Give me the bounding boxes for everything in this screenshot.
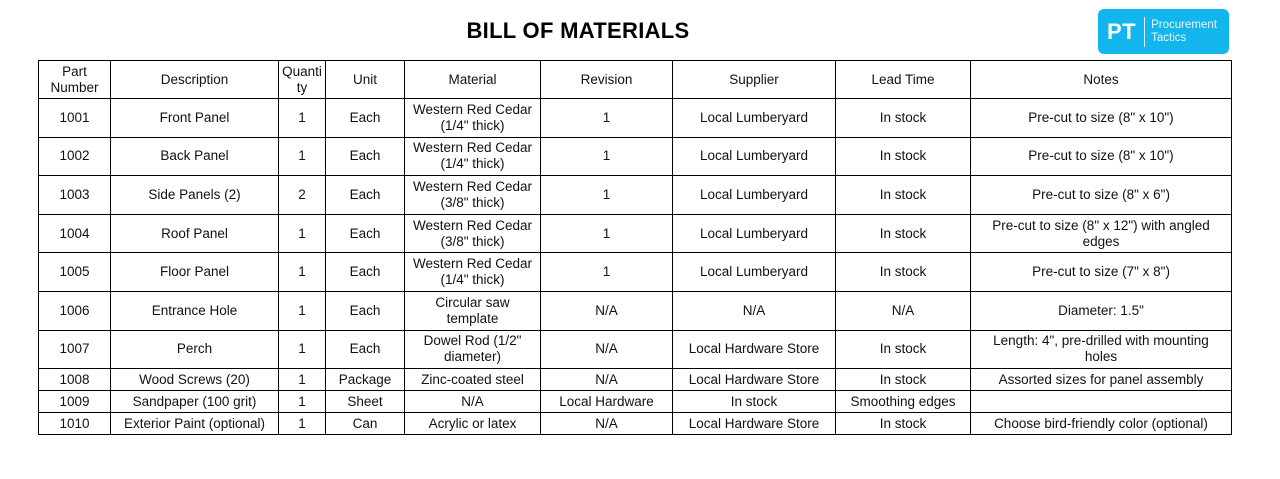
table-row xyxy=(39,391,1232,413)
cell-material: Dowel Rod (1/2" diameter) xyxy=(405,330,541,369)
cell-revision: 1 xyxy=(541,214,673,253)
cell-lead-time: Smoothing edges xyxy=(836,391,971,413)
cell-material: Western Red Cedar (1/4" thick) xyxy=(405,137,541,176)
cell-unit: Each xyxy=(326,99,405,138)
header-notes: Notes xyxy=(971,61,1232,99)
cell-lead-time: N/A xyxy=(836,291,971,330)
cell-unit: Each xyxy=(326,291,405,330)
cell-supplier: Local Hardware Store xyxy=(673,369,836,391)
cell-lead-time: In stock xyxy=(836,176,971,215)
cell-lead-time: In stock xyxy=(836,330,971,369)
cell-unit: Each xyxy=(326,137,405,176)
cell-description: Back Panel xyxy=(111,137,279,176)
cell-part-number: 1009 xyxy=(39,391,111,413)
table-row xyxy=(39,369,1232,391)
table-row xyxy=(39,214,1232,253)
bill-of-materials-table xyxy=(38,60,1232,435)
table-row xyxy=(39,291,1232,330)
cell-supplier: Local Lumberyard xyxy=(673,253,836,292)
header-description: Description xyxy=(111,61,279,99)
procurement-tactics-logo xyxy=(1098,9,1229,54)
cell-material: Western Red Cedar (1/4" thick) xyxy=(405,253,541,292)
cell-notes: Pre-cut to size (8" x 12") with angled edges xyxy=(971,214,1232,253)
cell-part-number: 1003 xyxy=(39,176,111,215)
cell-lead-time: In stock xyxy=(836,99,971,138)
cell-quantity: 1 xyxy=(279,214,326,253)
cell-lead-time: In stock xyxy=(836,214,971,253)
cell-supplier: Local Lumberyard xyxy=(673,176,836,215)
table-row xyxy=(39,99,1232,138)
cell-part-number: 1007 xyxy=(39,330,111,369)
logo-word-tactics: Tactics xyxy=(1151,31,1187,44)
cell-material: Western Red Cedar (3/8" thick) xyxy=(405,176,541,215)
table-row xyxy=(39,330,1232,369)
cell-unit: Sheet xyxy=(326,391,405,413)
cell-notes: Length: 4", pre-drilled with mounting holes xyxy=(971,330,1232,369)
header-revision: Revision xyxy=(541,61,673,99)
cell-notes: Assorted sizes for panel assembly xyxy=(971,369,1232,391)
cell-supplier: Local Lumberyard xyxy=(673,99,836,138)
cell-unit: Each xyxy=(326,176,405,215)
cell-quantity: 1 xyxy=(279,291,326,330)
table-row xyxy=(39,253,1232,292)
cell-revision: 1 xyxy=(541,99,673,138)
cell-unit: Can xyxy=(326,413,405,435)
cell-description: Front Panel xyxy=(111,99,279,138)
cell-notes: Diameter: 1.5" xyxy=(971,291,1232,330)
cell-notes: Pre-cut to size (8" x 6") xyxy=(971,176,1232,215)
cell-notes: Choose bird-friendly color (optional) xyxy=(971,413,1232,435)
cell-notes: Pre-cut to size (8" x 10") xyxy=(971,137,1232,176)
table-row xyxy=(39,413,1232,435)
cell-description: Sandpaper (100 grit) xyxy=(111,391,279,413)
table-header-row xyxy=(39,61,1232,99)
cell-quantity: 1 xyxy=(279,413,326,435)
header-lead-time: Lead Time xyxy=(836,61,971,99)
cell-unit: Each xyxy=(326,253,405,292)
logo-word-procurement: Procurement xyxy=(1151,18,1217,31)
table-body xyxy=(39,99,1232,435)
header-part-number: Part Number xyxy=(39,61,111,99)
cell-quantity: 1 xyxy=(279,369,326,391)
cell-notes xyxy=(971,391,1232,413)
cell-description: Wood Screws (20) xyxy=(111,369,279,391)
cell-quantity: 1 xyxy=(279,391,326,413)
cell-material: N/A xyxy=(405,391,541,413)
cell-material: Western Red Cedar (1/4" thick) xyxy=(405,99,541,138)
cell-revision: N/A xyxy=(541,413,673,435)
logo-mark: PT xyxy=(1107,18,1137,44)
cell-material: Zinc-coated steel xyxy=(405,369,541,391)
cell-quantity: 1 xyxy=(279,137,326,176)
cell-part-number: 1006 xyxy=(39,291,111,330)
cell-quantity: 1 xyxy=(279,99,326,138)
cell-quantity: 2 xyxy=(279,176,326,215)
cell-supplier: N/A xyxy=(673,291,836,330)
cell-supplier: Local Lumberyard xyxy=(673,137,836,176)
cell-notes: Pre-cut to size (8" x 10") xyxy=(971,99,1232,138)
cell-part-number: 1002 xyxy=(39,137,111,176)
cell-supplier: In stock xyxy=(673,391,836,413)
cell-description: Side Panels (2) xyxy=(111,176,279,215)
cell-lead-time: In stock xyxy=(836,413,971,435)
cell-description: Perch xyxy=(111,330,279,369)
cell-part-number: 1004 xyxy=(39,214,111,253)
cell-part-number: 1001 xyxy=(39,99,111,138)
cell-notes: Pre-cut to size (7" x 8") xyxy=(971,253,1232,292)
cell-revision: 1 xyxy=(541,253,673,292)
cell-part-number: 1008 xyxy=(39,369,111,391)
cell-revision: N/A xyxy=(541,369,673,391)
table-row xyxy=(39,176,1232,215)
cell-description: Exterior Paint (optional) xyxy=(111,413,279,435)
logo-wordmark xyxy=(1151,19,1217,45)
logo-divider xyxy=(1144,17,1145,47)
cell-description: Floor Panel xyxy=(111,253,279,292)
cell-supplier: Local Hardware Store xyxy=(673,413,836,435)
header-unit: Unit xyxy=(326,61,405,99)
cell-description: Entrance Hole xyxy=(111,291,279,330)
cell-supplier: Local Hardware Store xyxy=(673,330,836,369)
cell-material: Circular saw template xyxy=(405,291,541,330)
cell-supplier: Local Lumberyard xyxy=(673,214,836,253)
table-row xyxy=(39,137,1232,176)
cell-part-number: 1010 xyxy=(39,413,111,435)
cell-revision: N/A xyxy=(541,291,673,330)
header-material: Material xyxy=(405,61,541,99)
cell-unit: Package xyxy=(326,369,405,391)
page-title: BILL OF MATERIALS xyxy=(466,18,690,43)
cell-unit: Each xyxy=(326,330,405,369)
cell-lead-time: In stock xyxy=(836,369,971,391)
cell-revision: N/A xyxy=(541,330,673,369)
cell-material: Western Red Cedar (3/8" thick) xyxy=(405,214,541,253)
cell-revision: 1 xyxy=(541,176,673,215)
cell-revision: 1 xyxy=(541,137,673,176)
cell-quantity: 1 xyxy=(279,330,326,369)
header-quantity: Quanti ty xyxy=(279,61,326,99)
cell-lead-time: In stock xyxy=(836,137,971,176)
cell-quantity: 1 xyxy=(279,253,326,292)
cell-lead-time: In stock xyxy=(836,253,971,292)
cell-unit: Each xyxy=(326,214,405,253)
cell-part-number: 1005 xyxy=(39,253,111,292)
cell-description: Roof Panel xyxy=(111,214,279,253)
cell-revision: Local Hardware xyxy=(541,391,673,413)
header-supplier: Supplier xyxy=(673,61,836,99)
cell-material: Acrylic or latex xyxy=(405,413,541,435)
